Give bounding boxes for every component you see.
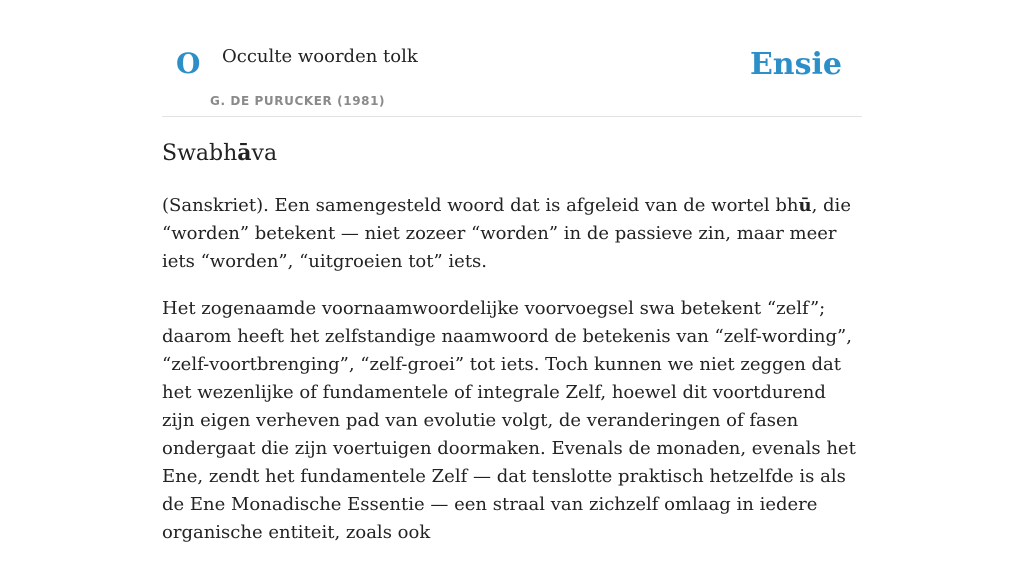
entry-title-part: Swabh xyxy=(162,141,238,166)
paragraph-accent: ū xyxy=(798,195,812,216)
paragraph-text: , die “worden” betekent — niet zozeer “worden” in de passieve zin, maar meer iets “worden”, “uitgroeien tot” iets. xyxy=(162,195,851,272)
book-author: G. DE PURUCKER (1981) xyxy=(210,94,386,108)
book-title-link[interactable]: Occulte woorden tolk xyxy=(222,46,418,67)
book-header xyxy=(162,0,862,117)
entry-paragraph: Het zogenaamde voornaamwoordelijke voorvoegsel swa betekent “zelf”; daarom heeft het zelfstandige naamwoord de betekenis van “zelf-wording”, “zelf-voortbrenging”, “zelf-groei” tot iets. Toch kunnen we niet zeggen dat het wezenlijke of fundamentele of integrale Zelf, hoewel dit voortdurend zijn eigen verheven pad van evolutie volgt, de veranderingen of fasen ondergaat die zijn voertuigen doormaken. Evenals de monaden, evenals het Ene, zendt het fundamentele Zelf — dat tenslotte praktisch hetzelfde is als de Ene Monadische Essentie — een straal van zichzelf omlaag in iedere organische entiteit, zoals ook xyxy=(162,298,856,543)
entry-title-accent: ā xyxy=(237,140,252,166)
entry-paragraph xyxy=(162,192,862,276)
paragraph-text: (Sanskriet). Een samengesteld woord dat is afgeleid van de wortel bh xyxy=(162,195,799,216)
book-letter-logo[interactable]: O xyxy=(176,47,201,80)
entry-content xyxy=(162,192,862,566)
entry-title xyxy=(162,140,277,167)
ensie-logo-link[interactable]: Ensie xyxy=(749,47,842,82)
entry-title-part: va xyxy=(251,141,278,166)
